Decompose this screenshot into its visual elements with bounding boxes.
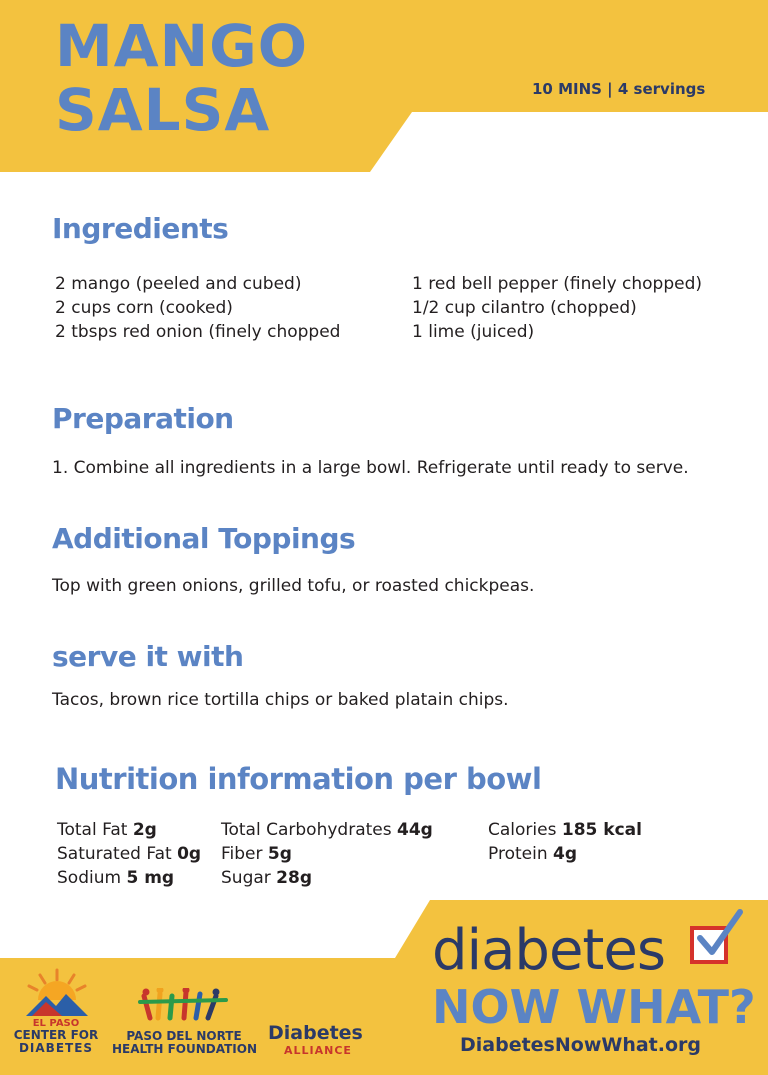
nutrition-heading: Nutrition information per bowl	[55, 762, 542, 796]
ingredient-item: 2 cups corn (cooked)	[55, 298, 233, 318]
el-paso-label: EL PASO	[32, 1018, 80, 1029]
nutrition-item-sodium: Sodium 5 mg	[57, 868, 175, 888]
paso-del-norte-label: PASO DEL NORTE	[126, 1029, 242, 1043]
nutrition-column-2	[221, 818, 433, 890]
ingredients-right-list	[412, 272, 702, 344]
serve-text: Tacos, brown rice tortilla chips or baked platain chips.	[52, 690, 509, 710]
preparation-step: 1. Combine all ingredients in a large bowl. Refrigerate until ready to serve.	[52, 458, 689, 478]
toppings-heading: Additional Toppings	[52, 522, 356, 555]
recipe-meta: 10 MINS | 4 servings	[532, 80, 706, 98]
title-line-2: SALSA	[55, 76, 271, 144]
checkmark-icon	[692, 908, 744, 960]
toppings-text: Top with green onions, grilled tofu, or roasted chickpeas.	[52, 576, 535, 596]
nutrition-item-fiber: Fiber 5g	[221, 844, 292, 864]
brand-diabetes-word: diabetes	[432, 918, 666, 983]
nutrition-item-carbohydrates: Total Carbohydrates 44g	[221, 820, 433, 840]
website-link[interactable]: DiabetesNowWhat.org	[460, 1034, 702, 1056]
ingredient-item: 1/2 cup cilantro (chopped)	[412, 298, 637, 318]
ingredients-left-list	[55, 272, 340, 344]
alliance-label: ALLIANCE	[284, 1044, 352, 1057]
people-figures-logo-icon	[136, 988, 228, 1032]
ingredient-item: 1 red bell pepper (finely chopped)	[412, 274, 703, 294]
ingredient-item: 1 lime (juiced)	[412, 322, 535, 342]
nutrition-item-total-fat: Total Fat 2g	[57, 820, 157, 840]
recipe-title	[55, 14, 308, 142]
sun-mountain-logo-icon	[22, 966, 92, 1020]
nutrition-item-sugar: Sugar 28g	[221, 868, 312, 888]
health-foundation-label: HEALTH FOUNDATION	[112, 1042, 257, 1056]
ingredient-item: 2 tbsps red onion (finely chopped	[55, 322, 341, 342]
ingredient-item: 2 mango (peeled and cubed)	[55, 274, 302, 294]
preparation-heading: Preparation	[52, 402, 234, 435]
diabetes-org-label: DIABETES	[18, 1041, 94, 1055]
nutrition-column-1	[57, 818, 201, 890]
nutrition-item-protein: Protein 4g	[488, 844, 577, 864]
nutrition-column-3	[488, 818, 642, 866]
nutrition-item-calories: Calories 185 kcal	[488, 820, 642, 840]
nutrition-item-saturated-fat: Saturated Fat 0g	[57, 844, 202, 864]
brand-tagline: NOW WHAT?	[432, 980, 756, 1034]
title-line-1: MANGO	[55, 12, 309, 80]
center-for-label: CENTER FOR	[13, 1028, 99, 1042]
ingredients-heading: Ingredients	[52, 212, 229, 245]
diabetes-alliance-wordmark: Diabetes	[268, 1022, 363, 1044]
serve-heading: serve it with	[52, 640, 244, 673]
